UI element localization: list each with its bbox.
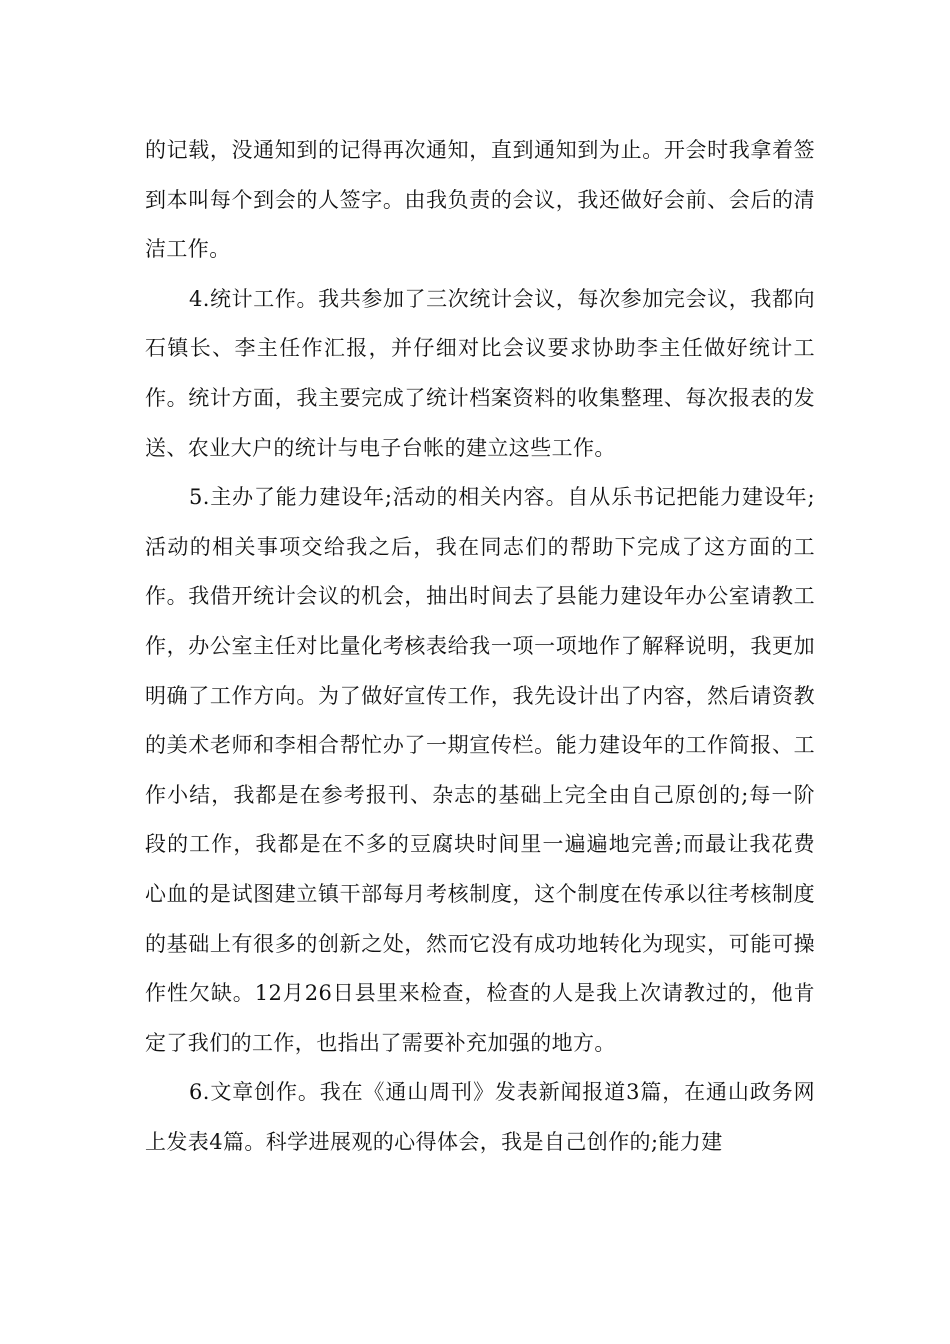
paragraph-article-writing: 6.文章创作。我在《通山周刊》发表新闻报道3篇，在通山政务网上发表4篇。科学进展观的心得体会，我是自己创作的;能力建	[145, 1080, 815, 1154]
document-body	[145, 126, 815, 1167]
paragraph-capacity-building: 5.主办了能力建设年;活动的相关内容。自从乐书记把能力建设年;活动的相关事项交给我之后，我在同志们的帮助下完成了这方面的工作。我借开统计会议的机会，抽出时间去了县能力建设年办公室请教工作，办公室主任对比量化考核表给我一项一项地作了解释说明，我更加明确了工作方向。为了做好宣传工作，我先设计出了内容，然后请资教的美术老师和李相合帮忙办了一期宣传栏。能力建设年的工作简报、工作小结，我都是在参考报刊、杂志的基础上完全由自己原创的;每一阶段的工作，我都是在不多的豆腐块时间里一遍遍地完善;而最让我花费心血的是试图建立镇干部每月考核制度，这个制度在传承以往考核制度的基础上有很多的创新之处，然而它没有成功地转化为现实，可能可操作性欠缺。12月26日县里来检查，检查的人是我上次请教过的，他肯定了我们的工作，也指出了需要补充加强的地方。	[145, 485, 815, 1055]
paragraph-statistics-work: 4.统计工作。我共参加了三次统计会议，每次参加完会议，我都向石镇长、李主任作汇报，并仔细对比会议要求协助李主任做好统计工作。统计方面，我主要完成了统计档案资料的收集整理、每次报表的发送、农业大户的统计与电子台帐的建立这些工作。	[145, 286, 815, 460]
paragraph-continuation: 的记载，没通知到的记得再次通知，直到通知到为止。开会时我拿着签到本叫每个到会的人签字。由我负责的会议，我还做好会前、会后的清洁工作。	[145, 138, 815, 262]
